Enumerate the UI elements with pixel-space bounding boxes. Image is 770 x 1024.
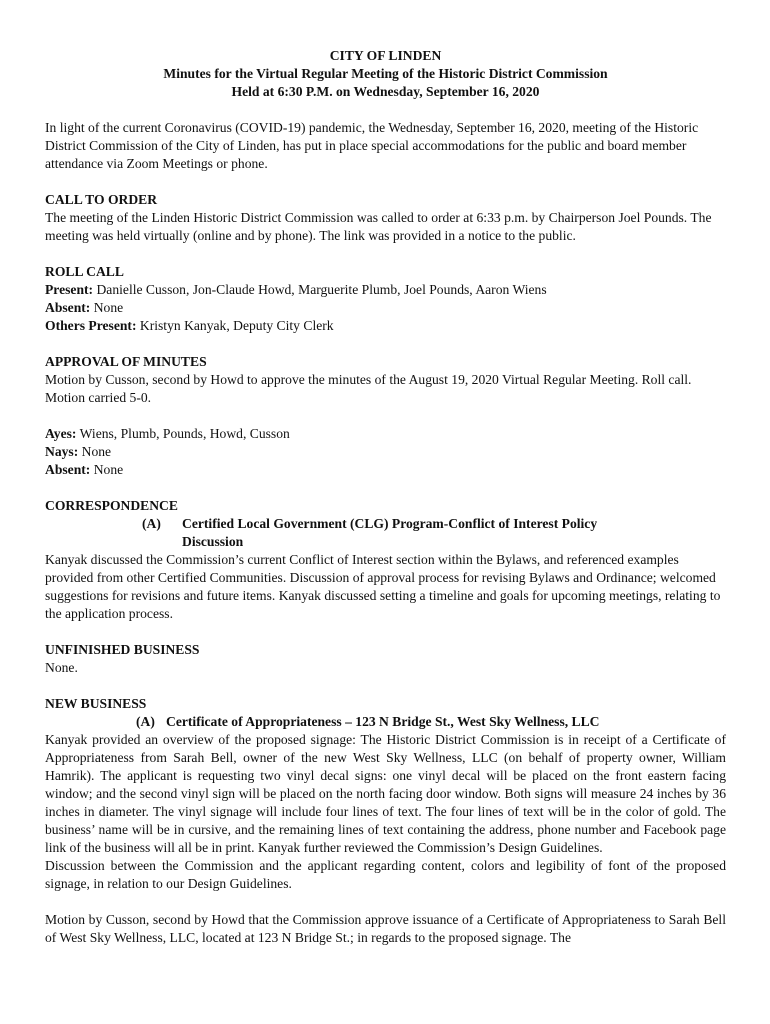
correspondence-item-title-line2: Discussion bbox=[182, 534, 244, 549]
absent-names: None bbox=[93, 300, 124, 315]
nays-names: None bbox=[81, 444, 112, 459]
unfinished-business-text: None. bbox=[45, 660, 78, 675]
nays-label: Nays: bbox=[45, 444, 79, 459]
correspondence-item-letter: (A) bbox=[142, 516, 161, 531]
correspondence-item-title-line1: Certified Local Government (CLG) Program-Conflict of Interest Policy bbox=[182, 516, 598, 531]
approval-ayes bbox=[45, 425, 726, 443]
new-business-item-heading bbox=[45, 713, 726, 731]
present-label: Present: bbox=[45, 282, 94, 297]
new-business-item-title: Certificate of Appropriateness – 123 N Bridge St., West Sky Wellness, LLC bbox=[166, 714, 600, 729]
intro-paragraph: In light of the current Coronavirus (COVID-19) pandemic, the Wednesday, September 16, 2020, meeting of the Historic District Commission of the City of Linden, has put in place special accommodations for the public and board member attendance via Zoom Meetings or phone. bbox=[45, 120, 699, 171]
new-business-discussion: Discussion between the Commission and the applicant regarding content, colors and legibility of font of the proposed signage, in relation to our Design Guidelines. bbox=[45, 858, 726, 891]
ayes-label: Ayes: bbox=[45, 426, 77, 441]
correspondence-item-heading bbox=[45, 515, 726, 551]
present-names: Danielle Cusson, Jon-Claude Howd, Marguerite Plumb, Joel Pounds, Aaron Wiens bbox=[96, 282, 547, 297]
approval-absent-names: None bbox=[93, 462, 124, 477]
correspondence-heading: CORRESPONDENCE bbox=[45, 498, 178, 513]
meeting-datetime: Held at 6:30 P.M. on Wednesday, September 16, 2020 bbox=[231, 84, 540, 99]
approval-absent bbox=[45, 461, 726, 479]
call-to-order-heading: CALL TO ORDER bbox=[45, 192, 158, 207]
absent-label: Absent: bbox=[45, 300, 91, 315]
others-names: Kristyn Kanyak, Deputy City Clerk bbox=[139, 318, 334, 333]
ayes-names: Wiens, Plumb, Pounds, Howd, Cusson bbox=[79, 426, 290, 441]
unfinished-business-heading: UNFINISHED BUSINESS bbox=[45, 642, 200, 657]
call-to-order-text: The meeting of the Linden Historic District Commission was called to order at 6:33 p.m. by Chairperson Joel Pounds. The meeting was held virtually (online and by phone). The link was provided in a notice to the public. bbox=[45, 210, 712, 243]
approval-heading: APPROVAL OF MINUTES bbox=[45, 354, 207, 369]
roll-call-others bbox=[45, 317, 726, 335]
approval-absent-label: Absent: bbox=[45, 462, 91, 477]
roll-call-absent bbox=[45, 299, 726, 317]
city-name: CITY OF LINDEN bbox=[329, 48, 442, 63]
new-business-item-letter: (A) bbox=[136, 714, 155, 729]
new-business-overview: Kanyak provided an overview of the proposed signage: The Historic District Commission is in receipt of a Certificate of Appropriateness from Sarah Bell, owner of the new West Sky Wellness, LLC (on behalf of property owner, William Hamrik). The applicant is requesting two vinyl decal signs: one vinyl decal will be placed on the front eastern facing window; and the second vinyl sign will be placed on the north facing door window. Both signs will measure 24 inches by 36 inches in diameter. The vinyl signage will include four lines of text. The four lines of text will be in the color of gold. The business’ name will be in cursive, and the remaining lines of text containing the address, phone number and Facebook page link of the business will all be in print. Kanyak further reviewed the Commission’s Design Guidelines. bbox=[45, 732, 726, 855]
roll-call-present bbox=[45, 281, 726, 299]
new-business-motion: Motion by Cusson, second by Howd that the Commission approve issuance of a Certificate of Appropriateness to Sarah Bell of West Sky Wellness, LLC, located at 123 N Bridge St.; in regards to the proposed signage. The bbox=[45, 912, 726, 945]
others-label: Others Present: bbox=[45, 318, 137, 333]
document-title: Minutes for the Virtual Regular Meeting of the Historic District Commission bbox=[163, 66, 608, 81]
new-business-heading: NEW BUSINESS bbox=[45, 696, 147, 711]
approval-text: Motion by Cusson, second by Howd to approve the minutes of the August 19, 2020 Virtual Regular Meeting. Roll call. Motion carried 5-0. bbox=[45, 372, 692, 405]
correspondence-text: Kanyak discussed the Commission’s current Conflict of Interest section within the Bylaws, and referenced examples provided from other Certified Communities. Discussion of approval process for revising Bylaws and Ordinance; welcomed suggestions for revisions and future items. Kanyak discussed setting a timeline and goals for upcoming meetings, relating to the application process. bbox=[45, 552, 721, 621]
roll-call-heading: ROLL CALL bbox=[45, 264, 124, 279]
approval-nays bbox=[45, 443, 726, 461]
